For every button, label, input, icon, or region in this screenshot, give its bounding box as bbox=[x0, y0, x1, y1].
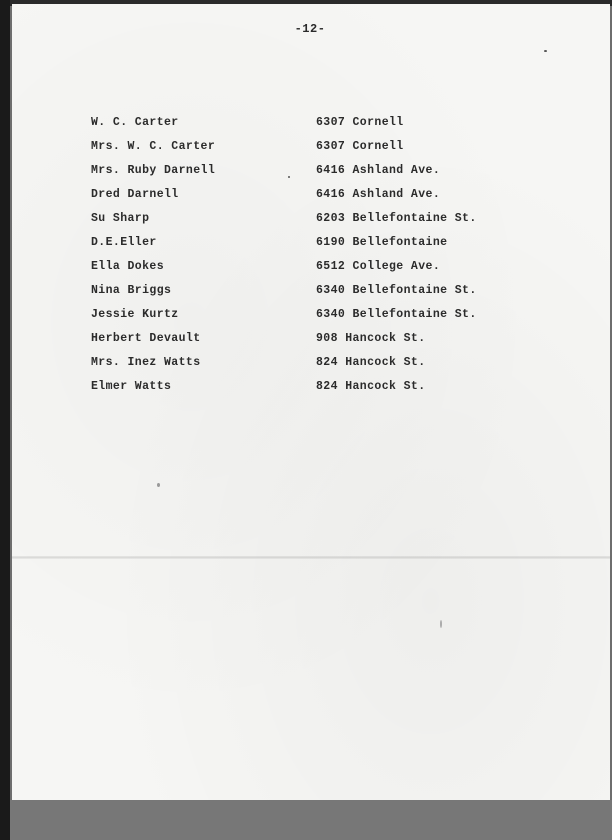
person-address: 6340 Bellefontaine St. bbox=[316, 308, 477, 321]
person-name: Dred Darnell bbox=[91, 188, 179, 201]
person-name: Jessie Kurtz bbox=[91, 308, 179, 321]
person-name: Nina Briggs bbox=[91, 284, 172, 297]
list-item bbox=[0, 332, 612, 350]
person-name: Mrs. W. C. Carter bbox=[91, 140, 216, 153]
person-name: Herbert Devault bbox=[91, 332, 201, 345]
person-name: Mrs. Ruby Darnell bbox=[91, 164, 216, 177]
paper-speck bbox=[544, 50, 547, 52]
list-item bbox=[0, 164, 612, 182]
page-number: -12- bbox=[294, 22, 326, 36]
person-address: 6416 Ashland Ave. bbox=[316, 164, 441, 177]
list-item bbox=[0, 284, 612, 302]
list-item bbox=[0, 380, 612, 398]
list-item bbox=[0, 260, 612, 278]
person-address: 908 Hancock St. bbox=[316, 332, 426, 345]
person-name: D.E.Eller bbox=[91, 236, 157, 249]
paper-speck bbox=[440, 620, 442, 628]
person-address: 6203 Bellefontaine St. bbox=[316, 212, 477, 225]
person-name: Ella Dokes bbox=[91, 260, 165, 273]
person-address: 824 Hancock St. bbox=[316, 356, 426, 369]
scan-bottom-band bbox=[10, 800, 612, 840]
list-item bbox=[0, 308, 612, 326]
person-name: W. C. Carter bbox=[91, 116, 179, 129]
person-address: 6307 Cornell bbox=[316, 140, 404, 153]
list-item bbox=[0, 188, 612, 206]
paper-fold bbox=[12, 556, 610, 559]
person-address: 6190 Bellefontaine bbox=[316, 236, 448, 249]
person-name: Su Sharp bbox=[91, 212, 150, 225]
person-name: Mrs. Inez Watts bbox=[91, 356, 201, 369]
list-item bbox=[0, 116, 612, 134]
list-item bbox=[0, 236, 612, 254]
person-address: 824 Hancock St. bbox=[316, 380, 426, 393]
person-address: 6340 Bellefontaine St. bbox=[316, 284, 477, 297]
list-item bbox=[0, 140, 612, 158]
person-address: 6416 Ashland Ave. bbox=[316, 188, 441, 201]
list-item bbox=[0, 212, 612, 230]
list-item bbox=[0, 356, 612, 374]
paper-speck bbox=[157, 483, 160, 487]
person-address: 6512 College Ave. bbox=[316, 260, 441, 273]
person-address: 6307 Cornell bbox=[316, 116, 404, 129]
person-name: Elmer Watts bbox=[91, 380, 172, 393]
